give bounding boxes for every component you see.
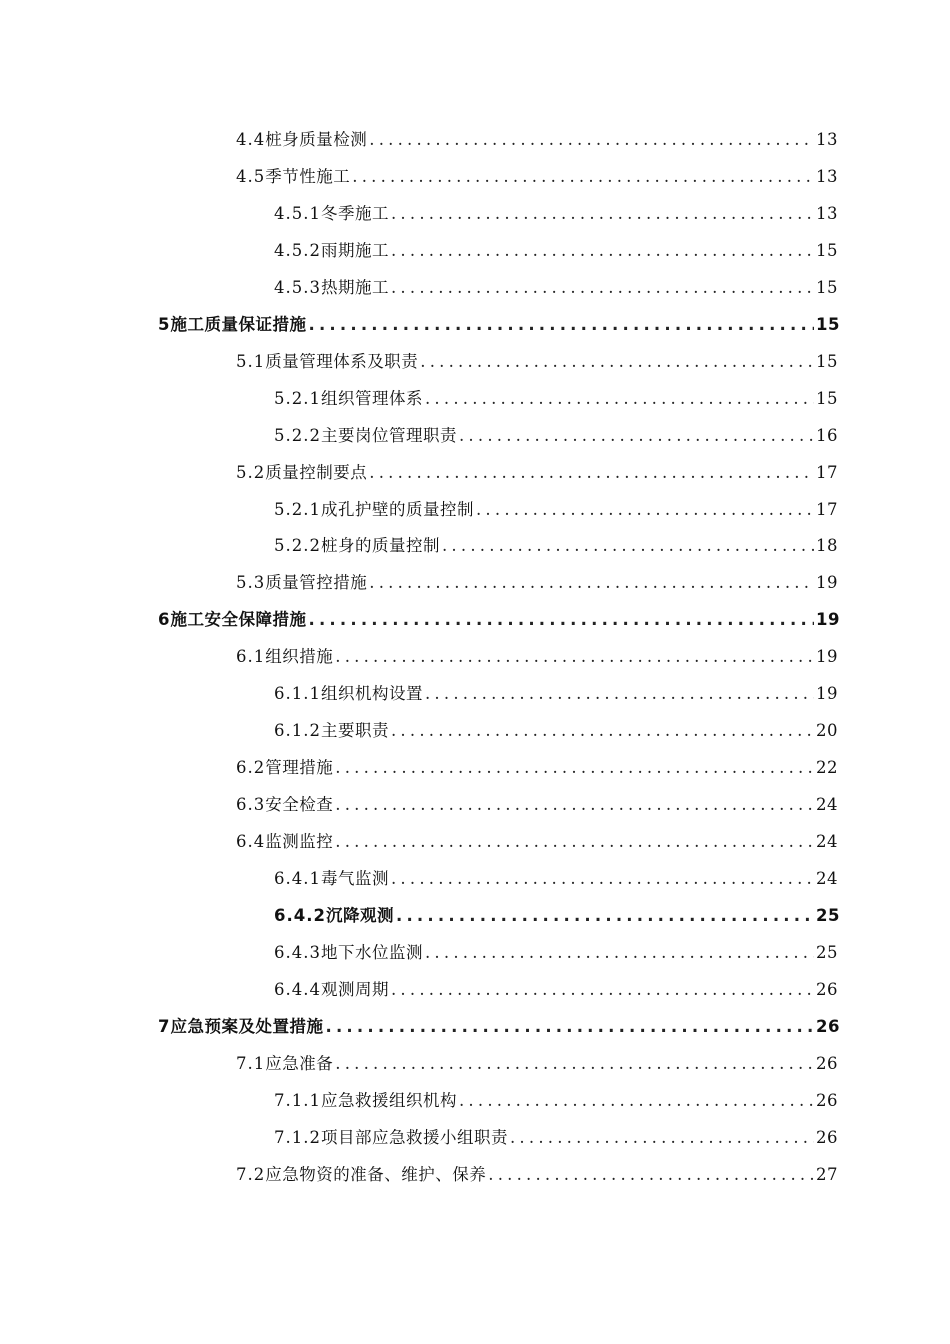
toc-entry[interactable] <box>274 386 838 412</box>
toc-leader-dots <box>459 1088 814 1114</box>
toc-entry-title: 安全检查 <box>265 795 334 815</box>
toc-leader-dots <box>369 127 814 153</box>
toc-leader-dots <box>308 607 814 633</box>
toc-entry-page: 15 <box>816 351 838 371</box>
toc-entry-number: 7.1.2 <box>274 1127 321 1147</box>
toc-entry[interactable] <box>236 644 838 670</box>
toc-entry-number: 6.1.2 <box>274 721 321 741</box>
toc-entry[interactable] <box>236 164 838 190</box>
toc-entry[interactable] <box>274 681 838 707</box>
toc-entry[interactable] <box>274 533 838 559</box>
toc-entry-page: 18 <box>816 536 838 556</box>
toc-entry-title: 季节性施工 <box>265 166 351 186</box>
toc-leader-dots <box>325 1014 814 1040</box>
toc-entry-page: 17 <box>816 462 838 482</box>
toc-entry-page: 19 <box>816 610 840 630</box>
toc-entry-page: 13 <box>816 166 838 186</box>
toc-leader-dots <box>335 755 814 781</box>
toc-entry-page: 15 <box>816 388 838 408</box>
toc-entry[interactable] <box>274 718 838 744</box>
toc-entry-title: 主要岗位管理职责 <box>320 425 457 445</box>
toc-entry-page: 25 <box>816 942 838 962</box>
toc-entry[interactable] <box>236 792 838 818</box>
toc-entry-title: 项目部应急救援小组职责 <box>320 1127 508 1147</box>
toc-entry[interactable] <box>274 201 838 227</box>
toc-entry-number: 6.3 <box>236 795 266 815</box>
toc-entry-page: 19 <box>816 573 838 593</box>
toc-leader-dots <box>420 349 814 375</box>
toc-entry-title: 施工质量保证措施 <box>170 314 307 334</box>
toc-entry-title: 桩身的质量控制 <box>320 536 440 556</box>
toc-entry-title: 施工安全保障措施 <box>170 610 307 630</box>
toc-leader-dots <box>335 829 814 855</box>
toc-entry-title: 组织管理体系 <box>320 388 423 408</box>
toc-leader-dots <box>369 460 814 486</box>
toc-leader-dots <box>396 903 814 929</box>
toc-leader-dots <box>488 1162 814 1188</box>
toc-entry[interactable] <box>274 866 838 892</box>
toc-entry-title: 组织机构设置 <box>320 684 423 704</box>
toc-entry-page: 27 <box>816 1164 838 1184</box>
toc-leader-dots <box>442 533 814 559</box>
toc-entry-number: 6.4.1 <box>274 869 321 888</box>
toc-entry[interactable] <box>274 423 838 449</box>
toc-entry-number: 5.2 <box>236 462 266 482</box>
toc-entry[interactable] <box>158 607 838 633</box>
toc-entry-number: 5.2.2 <box>274 425 321 445</box>
toc-entry[interactable] <box>236 460 838 486</box>
toc-entry-number: 4.4 <box>236 130 266 149</box>
toc-entry-title: 雨期施工 <box>320 240 389 260</box>
toc-entry-page: 19 <box>816 684 838 704</box>
toc-entry[interactable] <box>274 275 838 301</box>
toc-entry-page: 15 <box>816 277 838 297</box>
toc-entry-page: 16 <box>816 425 838 445</box>
toc-entry-number: 7.1 <box>236 1053 266 1073</box>
toc-leader-dots <box>308 312 814 338</box>
toc-entry[interactable] <box>236 755 838 781</box>
toc-entry[interactable] <box>236 829 838 855</box>
toc-entry-number: 4.5.2 <box>274 240 321 260</box>
toc-entry[interactable] <box>274 497 838 523</box>
toc-entry-number: 6.1.1 <box>274 684 321 704</box>
toc-entry-number: 6.4.2 <box>274 905 326 925</box>
toc-entry-title: 毒气监测 <box>320 869 389 888</box>
toc-entry[interactable] <box>274 238 838 264</box>
toc-entry-title: 应急预案及处置措施 <box>170 1016 324 1036</box>
toc-entry[interactable] <box>274 1125 838 1151</box>
toc-entry-title: 冬季施工 <box>320 203 389 223</box>
toc-entry-page: 15 <box>816 314 840 334</box>
toc-entry-page: 17 <box>816 499 838 519</box>
toc-leader-dots <box>425 940 814 966</box>
toc-entry-title: 管理措施 <box>265 758 334 778</box>
toc-leader-dots <box>335 644 814 670</box>
toc-entry-number: 4.5.3 <box>274 277 321 297</box>
toc-leader-dots <box>352 164 814 190</box>
toc-entry-number: 6.1 <box>236 647 266 667</box>
toc-entry-number: 7.2 <box>236 1164 266 1184</box>
toc-entry-number: 6.4.4 <box>274 979 321 999</box>
toc-entry[interactable] <box>236 349 838 375</box>
toc-entry-number: 5.2.1 <box>274 388 321 408</box>
toc-entry-number: 4.5 <box>236 166 266 186</box>
toc-entry-page: 13 <box>816 130 838 149</box>
toc-leader-dots <box>391 275 814 301</box>
toc-entry-page: 26 <box>816 1090 838 1110</box>
toc-entry-number: 5.2.2 <box>274 536 321 556</box>
toc-entry-number: 5.2.1 <box>274 499 321 519</box>
toc-entry-number: 7.1.1 <box>274 1090 321 1110</box>
toc-entry[interactable] <box>236 127 838 153</box>
toc-entry-title: 桩身质量检测 <box>265 130 368 149</box>
toc-entry-page: 26 <box>816 1127 838 1147</box>
toc-leader-dots <box>391 201 814 227</box>
toc-entry-number: 5.1 <box>236 351 266 371</box>
toc-entry-title: 应急物资的准备、维护、保养 <box>265 1164 487 1184</box>
toc-entry[interactable] <box>274 1088 838 1114</box>
toc-entry-page: 13 <box>816 203 838 223</box>
toc-entry-title: 观测周期 <box>320 979 389 999</box>
toc-entry-title: 应急救援组织机构 <box>320 1090 457 1110</box>
toc-entry-page: 24 <box>816 869 838 888</box>
toc-leader-dots <box>476 497 814 523</box>
toc-entry-title: 监测监控 <box>265 832 334 852</box>
toc-leader-dots <box>391 977 814 1003</box>
toc-entry-page: 24 <box>816 832 838 852</box>
toc-entry-title: 主要职责 <box>320 721 389 741</box>
toc-entry[interactable] <box>274 903 838 929</box>
toc-entry[interactable] <box>236 570 838 596</box>
toc-entry[interactable] <box>158 312 838 338</box>
toc-entry-title: 组织措施 <box>265 647 334 667</box>
toc-leader-dots <box>369 570 814 596</box>
toc-entry-page: 25 <box>816 905 840 925</box>
toc-entry-title: 地下水位监测 <box>320 942 423 962</box>
toc-entry-page: 24 <box>816 795 838 815</box>
toc-entry-page: 26 <box>816 1016 840 1036</box>
toc-entry-page: 19 <box>816 647 838 667</box>
toc-entry[interactable] <box>158 1014 838 1040</box>
toc-entry-page: 26 <box>816 1053 838 1073</box>
toc-entry-page: 22 <box>816 758 838 778</box>
toc-entry-number: 4.5.1 <box>274 203 321 223</box>
toc-entry-page: 15 <box>816 240 838 260</box>
toc-entry-title: 热期施工 <box>320 277 389 297</box>
toc-entry-title: 质量管理体系及职责 <box>265 351 419 371</box>
toc-entry-number: 6.4.3 <box>274 942 321 962</box>
toc-entry-page: 26 <box>816 979 838 999</box>
toc-entry-title: 质量管控措施 <box>265 573 368 593</box>
toc-leader-dots <box>391 866 814 892</box>
toc-entry[interactable] <box>274 940 838 966</box>
toc-entry-title: 沉降观测 <box>325 905 394 925</box>
toc-leader-dots <box>391 238 814 264</box>
toc-entry-page: 20 <box>816 721 838 741</box>
toc-leader-dots <box>425 681 814 707</box>
toc-leader-dots <box>391 718 814 744</box>
toc-leader-dots <box>459 423 814 449</box>
toc-leader-dots <box>425 386 814 412</box>
toc-entry-title: 成孔护壁的质量控制 <box>320 499 474 519</box>
toc-entry-number: 5 <box>158 314 171 334</box>
toc-entry-title: 应急准备 <box>265 1053 334 1073</box>
toc-leader-dots <box>510 1125 814 1151</box>
toc-leader-dots <box>335 792 814 818</box>
toc-entry-number: 6 <box>158 610 171 630</box>
toc-entry[interactable] <box>236 1162 838 1188</box>
toc-entry-title: 质量控制要点 <box>265 462 368 482</box>
toc-entry-number: 5.3 <box>236 573 266 593</box>
toc-entry-number: 6.4 <box>236 832 266 852</box>
toc-entry[interactable] <box>236 1051 838 1077</box>
toc-entry-number: 7 <box>158 1016 171 1036</box>
toc-leader-dots <box>335 1051 814 1077</box>
toc-entry[interactable] <box>274 977 838 1003</box>
toc-entry-number: 6.2 <box>236 758 266 778</box>
